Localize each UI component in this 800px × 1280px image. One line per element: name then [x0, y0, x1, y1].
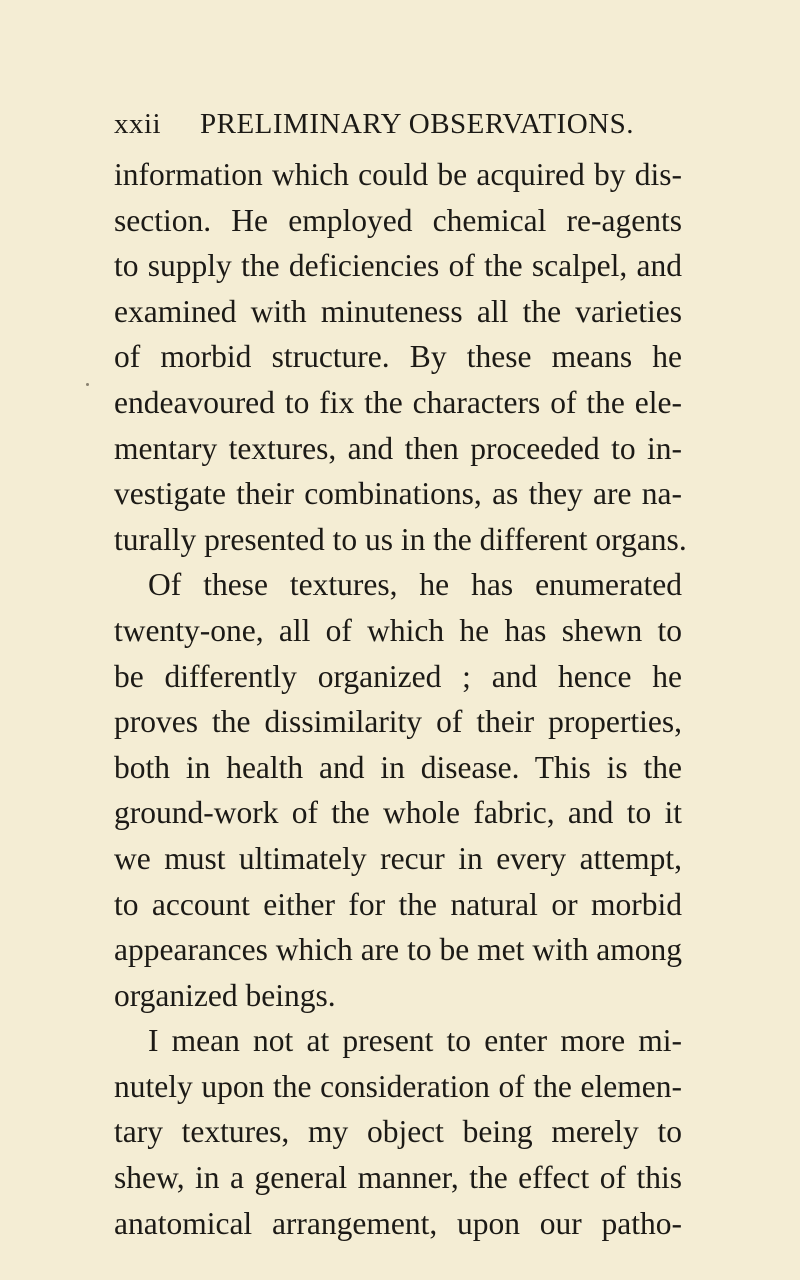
running-title: PRELIMINARY OBSERVATIONS.	[200, 108, 634, 140]
page-number: xxii	[114, 108, 162, 140]
running-head	[114, 108, 694, 148]
text-line: be differently organized ; and hence he	[114, 658, 682, 694]
text-line: information which could be acquired by dis-	[114, 157, 682, 192]
text-line: ground-work of the whole fabric, and to it	[114, 795, 682, 831]
text-line: both in health and in disease. This is the	[114, 749, 682, 785]
text-line: shew, in a general manner, the effect of this	[114, 1160, 682, 1196]
paragraph-end-line: organized beings.	[114, 977, 336, 1013]
margin-speck	[86, 383, 89, 386]
text-line: to account either for the natural or morbid	[114, 886, 682, 922]
text-line: vestigate their combinations, as they are na-	[114, 476, 682, 512]
text-line: mentary textures, and then proceeded to in-	[114, 430, 682, 466]
body-text	[114, 152, 687, 1246]
text-line: of morbid structure. By these means he	[114, 339, 682, 375]
text-line: to supply the deficiencies of the scalpel, and	[114, 248, 682, 284]
text-line: examined with minuteness all the varieties	[114, 293, 682, 329]
text-line: tary textures, my object being merely to	[114, 1114, 682, 1150]
text-line: anatomical arrangement, upon our patho-	[114, 1205, 682, 1241]
text-line: we must ultimately recur in every attempt,	[114, 840, 682, 876]
text-line: appearances which are to be met with among	[114, 932, 682, 968]
paragraph-start-line: Of these textures, he has enumerated	[148, 567, 682, 603]
text-line: proves the dissimilarity of their properties,	[114, 704, 682, 740]
text-line: turally presented to us in the different organs.	[114, 521, 687, 557]
text-line: endeavoured to fix the characters of the ele-	[114, 384, 682, 420]
text-line: nutely upon the consideration of the elemen-	[114, 1068, 682, 1104]
text-line: twenty-one, all of which he has shewn to	[114, 612, 682, 648]
paragraph-start-line: I mean not at present to enter more mi-	[148, 1023, 682, 1059]
text-line: section. He employed chemical re-agents	[114, 202, 682, 238]
